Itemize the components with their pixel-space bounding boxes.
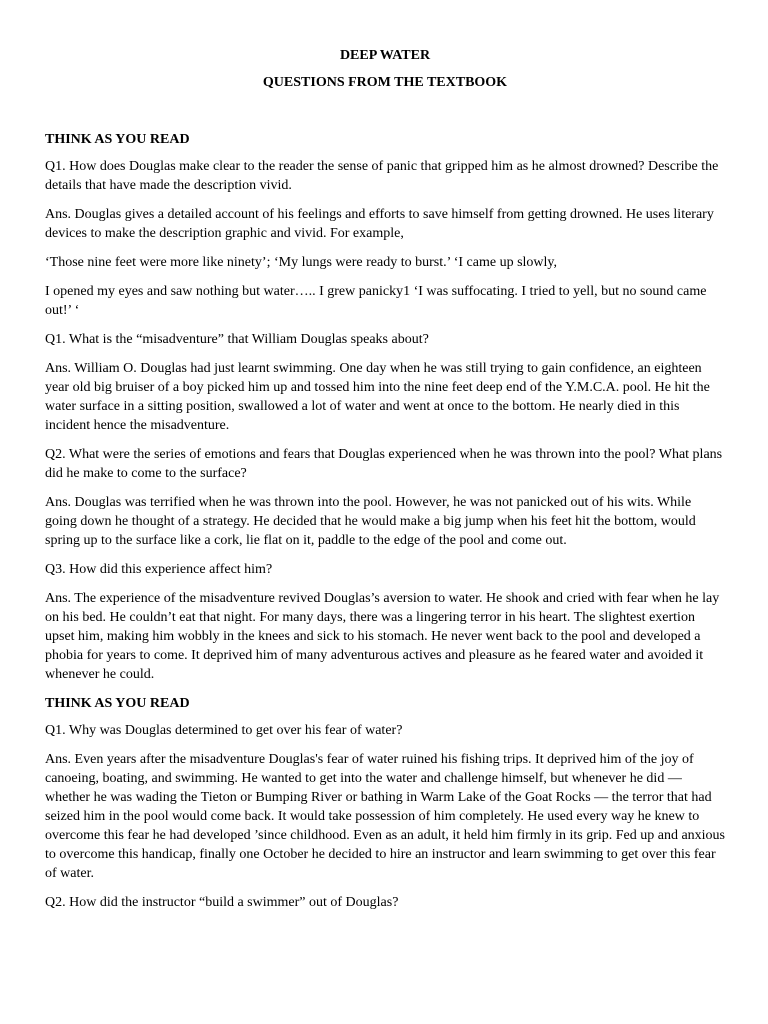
paragraph: Q1. What is the “misadventure” that William Douglas speaks about?: [45, 332, 429, 347]
paragraph: Q2. How did the instructor “build a swimmer” out of Douglas?: [45, 895, 399, 910]
paragraph: Ans. William O. Douglas had just learnt swimming. One day when he was still trying to gain confidence, an eighteen year old big bruiser of a boy picked him up and tossed him into the nine feet deep end of the Y.M.C.A. pool. He hit the water surface in a sitting position, swallowed a lot of water and went at once to the bottom. He nearly died in this incident hence the misadventure.: [45, 361, 710, 433]
document-page: [45, 46, 725, 922]
paragraph: Ans. Douglas gives a detailed account of his feelings and efforts to save himself from getting drowned. He uses literary devices to make the description graphic and vivid. For example,: [45, 207, 714, 241]
document-body: [45, 130, 725, 912]
paragraph: Ans. Douglas was terrified when he was thrown into the pool. However, he was not panicked out of his wits. While going down he thought of a strategy. He decided that he would make a big jump when his feet hit the bottom, would spring up to the surface like a cork, lie flat on it, paddle to the edge of the pool and come out.: [45, 495, 696, 548]
paragraph: I opened my eyes and saw nothing but water….. I grew panicky1 ‘I was suffocating. I tried to yell, but no sound came out!’ ‘: [45, 284, 707, 318]
document-subtitle: QUESTIONS FROM THE TEXTBOOK: [262, 75, 508, 90]
paragraph: Q1. How does Douglas make clear to the reader the sense of panic that gripped him as he almost drowned? Describe the details that have made the description vivid.: [45, 159, 719, 193]
paragraph: Ans. Even years after the misadventure Douglas's fear of water ruined his fishing trips. It deprived him of the joy of canoeing, boating, and swimming. He wanted to get into the water and challenge himself, but whenever he did — whether he was wading the Tieton or Bumping River or bathing in Warm Lake of the Goat Rocks — the terror that had seized him in the pool would come back. It would take possession of him completely. He used every way he knew to overcome this fear he had developed ’since childhood. Even as an adult, it held him firmly in its grip. Fed up and anxious to overcome this handicap, finally one October he decided to hire an instructor and learn swimming to get over this fear of water.: [45, 752, 726, 881]
paragraph: Q2. What were the series of emotions and fears that Douglas experienced when he was thrown into the pool? What plans did he make to come to the surface?: [45, 447, 723, 481]
paragraph: ‘Those nine feet were more like ninety’; ‘My lungs were ready to burst.’ ‘I came up slowly,: [45, 255, 557, 270]
paragraph: Q3. How did this experience affect him?: [45, 562, 273, 577]
paragraph: Q1. Why was Douglas determined to get over his fear of water?: [45, 723, 403, 738]
paragraph: Ans. The experience of the misadventure revived Douglas’s aversion to water. He shook and cried with fear when he lay on his bed. He couldn’t eat that night. For many days, there was a lingering terror in his heart. The slightest exertion upset him, making him wobbly in the knees and sick to his stomach. He never went back to the pool and developed a phobia for years to come. It deprived him of many adventurous actives and pleasure as he feared water and avoided it whenever he could.: [45, 591, 720, 682]
document-title: DEEP WATER: [339, 48, 431, 63]
section-heading: THINK AS YOU READ: [45, 696, 190, 711]
section-heading: THINK AS YOU READ: [45, 132, 190, 147]
